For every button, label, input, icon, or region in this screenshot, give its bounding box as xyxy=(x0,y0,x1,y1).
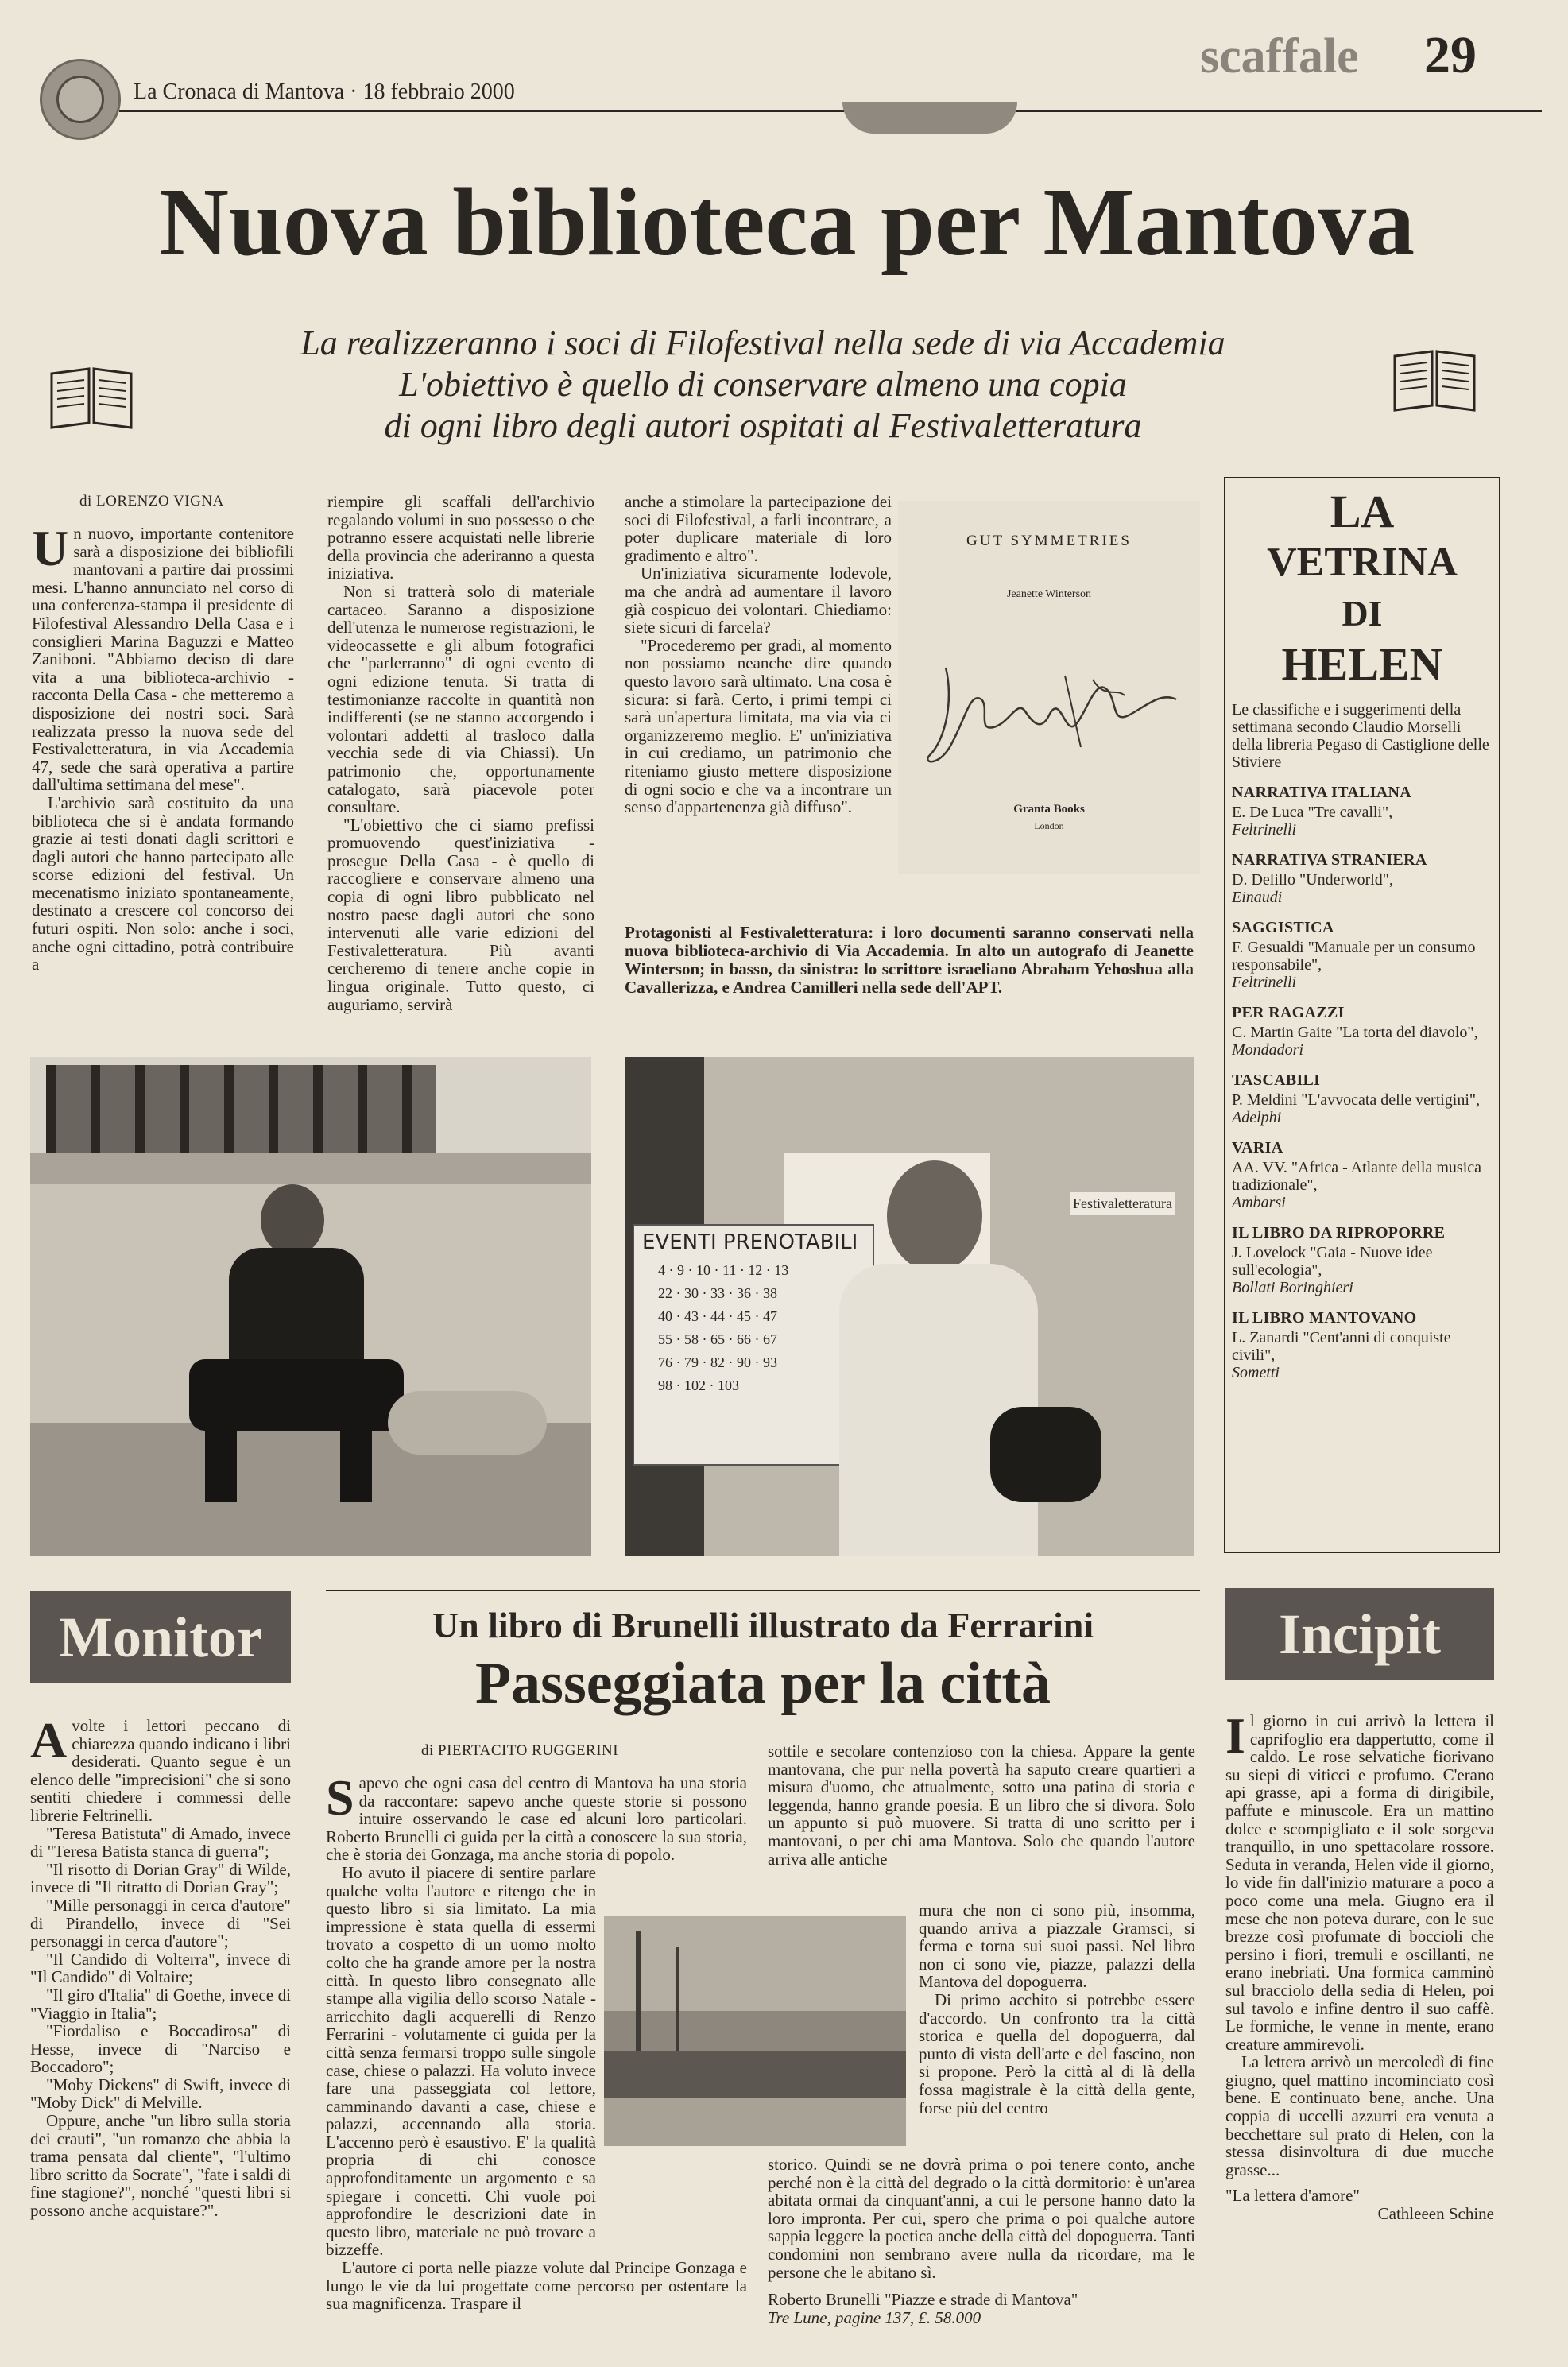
vetrina-publisher: Sometti xyxy=(1232,1364,1280,1381)
vetrina-item: J. Lovelock "Gaia - Nuove idee sull'ecologia", xyxy=(1232,1244,1433,1279)
book-cover-publisher: Granta Books xyxy=(1013,803,1085,815)
vetrina-publisher: Mondadori xyxy=(1232,1041,1303,1059)
paragraph: "Fiordaliso e Boccadirosa" di Hesse, invece di "Narciso e Boccadoro"; xyxy=(30,2021,291,2077)
vetrina-title-line: HELEN xyxy=(1281,638,1443,690)
vetrina-publisher: Ambarsi xyxy=(1232,1194,1286,1211)
paragraph: "Mille personaggi in cerca d'autore" di Pirandello, invece di "Sei personaggi in cerca d'autore"; xyxy=(30,1895,291,1951)
paragraph: L'autore ci porta nelle piazze volute dal Principe Gonzaga e lungo le vie da lui progettate come percorso per ostentare la sua magnificenza. Traspare il xyxy=(326,2258,747,2314)
incipit-column xyxy=(1225,1707,1494,2224)
vetrina-section-heading: IL LIBRO DA RIPROPORRE xyxy=(1232,1224,1446,1242)
open-book-icon xyxy=(1391,347,1478,413)
paragraph: "Il Candido di Volterra", invece di "Il Candido" di Voltaire; xyxy=(30,1949,291,1987)
vetrina-item: L. Zanardi "Cent'anni di conquiste civili", xyxy=(1232,1329,1451,1364)
vetrina-box xyxy=(1224,477,1500,1553)
vetrina-publisher: Adelphi xyxy=(1232,1109,1282,1126)
board-line: 4 · 9 · 10 · 11 · 12 · 13 xyxy=(658,1262,789,1278)
paragraph: "Procederemo per gradi, al momento non possiamo neanche dire quando questo lavoro sarà ultimato. Una cosa è sicura: si farà. Certo, i primi tempi ci sarà un'apertura limitata, ma via via ci organizzeremo meglio. E' un'iniziativa in cui crediamo, un patrimonio che riteniamo giusto mettere disposizione di ogni socio e che va a incontrare un senso d'appartenenza già diffuso". xyxy=(625,635,892,817)
paragraph: Ho avuto il piacere di sentire parlare qualche volta l'autore e ritengo che in questo libro si sia limitato. La mia impressione è stata quella di essermi trovato a cospetto di un uomo molto colto che ha grande amore per la nostra città. In questo libro consegnato alle stampe alla vigilia dello scorso Natale - arricchito dagli acquerelli di Renzo Ferrarini - volutamente ci guida per la città senza fermarsi troppo sulle singole case, chiese o palazzi. Ha voluto invece fare una passeggiata col lettore, camminando davanti a case, chiese e palazzi, accennando alla storia. L'accenno però è esaustivo. E' la qualità propria di chi conosce approfonditamente un argomento e sa spiegare i concetti. Chi vuole poi approfondire le descrizioni date in questo libro, materiale ne può trovare a bizzeffe. xyxy=(326,1862,596,2260)
open-book-icon xyxy=(48,364,135,431)
board-line: 98 · 102 · 103 xyxy=(658,1377,739,1393)
vetrina-item: D. Delillo "Underworld", xyxy=(1232,871,1393,889)
paragraph: mura che non ci sono più, insomma, quando arriva a piazzale Gramsci, si ferma e torna sui suoi passi. Nel libro non ci sono vie, piazze, palazzi della Mantova del dopoguerra. xyxy=(919,1900,1195,1992)
vetrina-section-heading: NARRATIVA ITALIANA xyxy=(1232,784,1411,801)
autograph-signature-icon xyxy=(922,644,1184,771)
vetrina-section-heading: TASCABILI xyxy=(1232,1071,1321,1089)
vetrina-intro: Le classifiche e i suggerimenti della settimana secondo Claudio Morselli della libreria Pegaso di Castiglione delle Stiviere xyxy=(1232,701,1489,771)
incipit-title: Incipit xyxy=(1225,1588,1494,1680)
article-byline: di LORENZO VIGNA xyxy=(79,493,224,509)
dropcap: U xyxy=(32,520,69,576)
monitor-title: Monitor xyxy=(30,1591,291,1683)
vetrina-list xyxy=(1225,701,1499,1381)
book-details: Tre Lune, pagine 137, £. 58.000 xyxy=(768,2307,981,2327)
paragraph: La lettera arrivò un mercoledì di fine giugno, quel mattino incominciato così bene. E continuato bene, anche. Una coppia di uccelli azzurri era venuta a becchettare sul prato di Helen, con la stessa disinvoltura di due mucche grasse... xyxy=(1225,2052,1494,2179)
paragraph: sottile e secolare contenzioso con la chiesa. Appare la gente mantovana, che pur nella povertà ha saputo creare quartieri a misura d'uomo, che attualmente, sotto una patina di storia e leggenda, hanno grande poesia. E un libro che si divora. Solo un appunto si può muovere. Si tratta di uno scritto per i mantovani, o per chi ama Mantova. Solo che quando l'autore arriva alle antiche xyxy=(768,1741,1195,1869)
subhead-line: La realizzeranno i soci di Filofestival nella sede di via Accademia xyxy=(300,323,1225,362)
vetrina-item: E. De Luca "Tre cavalli", xyxy=(1232,804,1393,821)
vetrina-publisher: Bollati Boringhieri xyxy=(1232,1279,1353,1296)
paragraph: l giorno in cui arrivò la lettera il caprifoglio era dappertutto, come il caldo. Le rose selvatiche fiorivano su siepi di viticci e profumo. C'erano api grasse, api a forma di dirigibile, paffute e minuscole. Era un mattino dolce e scompigliato e il sole sorgeva tranquillo, in uno spettacolare rossore. Seduta in veranda, Helen vide il giorno, lo vide fin dall'inizio maturare a poco a poco come una mela. Giugno era il mese che non poteva durare, con le sue brezze così profumate di boccioli che persino i fiori, tremuli e oscillanti, ne erano inebriati. Una formica camminò sul bracciolo della sedia di Helen, poi sul tavolo e infine dentro il suo caffè. Le formiche, le venne in mente, erano creature ammirevoli. xyxy=(1225,1711,1494,2054)
photo-yehoshua xyxy=(30,1057,591,1556)
vetrina-item: AA. VV. "Africa - Atlante della musica tradizionale", xyxy=(1232,1159,1482,1194)
paragraph: Un'iniziativa sicuramente lodevole, ma che andrà ad aumentare il lavoro già cospicuo dei volontari. Chiediamo: siete sicuri di farcela? xyxy=(625,564,892,637)
article-column-2 xyxy=(327,493,594,1013)
vetrina-item: F. Gesualdi "Manuale per un consumo responsabile", xyxy=(1232,939,1476,974)
paragraph: apevo che ogni casa del centro di Mantova ha una storia da raccontare: sapevo anche queste storie si possono intuire osservando le case ed alcuni loro particolari. Roberto Brunelli ci guida per la città a conoscere la sua storia, che è storia dei Gonzaga, ma anche storia di popolo. xyxy=(326,1773,747,1865)
monitor-column xyxy=(30,1712,291,2221)
vetrina-publisher: Feltrinelli xyxy=(1232,974,1297,991)
vetrina-title xyxy=(1225,486,1499,690)
paragraph: volte i lettori peccano di chiarezza quando indicano i libri desiderati. Quanto segue è un elenco delle "imprecisioni" che si sono sentiti chiedere i commessi delle librerie Feltrinelli. xyxy=(30,1716,291,1825)
photo-camilleri xyxy=(625,1057,1194,1556)
header-rule xyxy=(119,110,1542,112)
paragraph: "Il giro d'Italia" di Goethe, invece di "Viaggio in Italia"; xyxy=(30,1985,291,2023)
book-cover-city: London xyxy=(1034,820,1064,831)
vetrina-section-heading: SAGGISTICA xyxy=(1232,919,1334,936)
brunelli-kicker: Un libro di Brunelli illustrato da Ferrarini xyxy=(432,1605,1094,1645)
board-line: 40 · 43 · 44 · 45 · 47 xyxy=(658,1308,777,1324)
vetrina-section-heading: VARIA xyxy=(1232,1139,1283,1156)
section-rule xyxy=(326,1590,1200,1591)
paragraph: Di primo acchito si potrebbe essere d'accordo. Un confronto tra la città storica e quella del dopoguerra, dal punto di vista dell'arte e del fascino, non si propone. Però la città al di là della fossa magistrale è la città della gente, forse più del centro xyxy=(919,1989,1195,2117)
paragraph: anche a stimolare la partecipazione dei soci di Filofestival, a farli incontrare, a poter duplicare materiale di loro gradimento e altro". xyxy=(625,492,892,565)
vetrina-title-line: LA xyxy=(1330,486,1395,537)
vetrina-publisher: Feltrinelli xyxy=(1232,821,1297,839)
dropcap: S xyxy=(326,1769,354,1826)
board-line: 76 · 79 · 82 · 90 · 93 xyxy=(658,1354,777,1370)
book-reference: Roberto Brunelli "Piazze e strade di Mantova" xyxy=(768,2290,1078,2310)
incipit-author: Cathleeen Schine xyxy=(1377,2204,1494,2224)
paragraph: n nuovo, importante contenitore sarà a disposizione dei bibliofili mantovani a partire dai prossimi mesi. L'hanno annunciato nel corso di una conferenza-stampa il presidente di Filofestival Alessandro Della Casa e i consiglieri Marina Baguzzi e Matteo Zaniboni. "Abbiamo deciso di dare vita a una biblioteca-archivio - racconta Della Casa - che metteremo a disposizione dei nostri soci. Sarà realizzata presso la nuova sede del Festivaletteratura, in via Accademia 47, sede che sarà operativa a partire dall'ultima settimana del mese". xyxy=(32,524,294,795)
article-column-1 xyxy=(32,520,294,974)
board-line: 55 · 58 · 65 · 66 · 67 xyxy=(658,1331,777,1347)
vetrina-item: P. Meldini "L'avvocata delle vertigini", xyxy=(1232,1091,1481,1109)
board-title: EVENTI PRENOTABILI xyxy=(642,1230,858,1254)
header-ornament xyxy=(842,102,1017,134)
paragraph: Non si tratterà solo di materiale cartaceo. Saranno a disposizione dell'utenza le numerose registrazioni, le videocassette e gli album fotografici che "parlerranno" di ogni evento di ogni edizione tenuta. Si tratta di testimonianze raccolte in quantità non indifferenti (se ne stanno accorgendo i volontari addetti al trasloco dalla vecchia sede di via Chiassi). Un patrimonio che, opportunamente catalogato, sarà piacevole poter consultare. xyxy=(327,581,594,817)
paragraph: "Moby Dickens" di Swift, invece di "Moby Dick" di Melville. xyxy=(30,2075,291,2113)
vetrina-title-line: DI xyxy=(1342,593,1383,633)
paragraph: "Teresa Batistuta" di Amado, invece di "Teresa Batista stanca di guerra"; xyxy=(30,1823,291,1861)
section-name: scaffale xyxy=(1200,29,1359,83)
newspaper-dateline: La Cronaca di Mantova · 18 febbraio 2000 xyxy=(134,79,515,104)
vetrina-publisher: Einaudi xyxy=(1232,889,1283,906)
subheadline xyxy=(143,323,1383,447)
book-cover-title: GUT SYMMETRIES xyxy=(966,533,1132,549)
subhead-line: L'obiettivo è quello di conservare almeno una copia xyxy=(399,365,1127,404)
page-number: 29 xyxy=(1424,26,1477,84)
subhead-line: di ogni libro degli autori ospitati al Festivaletteratura xyxy=(384,406,1142,445)
book-cover-author: Jeanette Winterson xyxy=(1006,588,1092,600)
vetrina-section-heading: PER RAGAZZI xyxy=(1232,1004,1345,1021)
paragraph: "L'obiettivo che ci siamo prefissi promuovendo quest'iniziativa - prosegue Della Casa - è quello di raccogliere e conservare almeno una copia di ogni libro pubblicato nel nostro paese dagli autori che sono intervenuti alle varie edizioni del Festivaletteratura. Più avanti cercheremo di tenere anche copie in lingua originale. Tutto questo, ci auguriamo, servirà xyxy=(327,815,594,1014)
masthead-seal-icon xyxy=(40,59,121,140)
paragraph: storico. Quindi se ne dovrà prima o poi tenere conto, anche perché non è la città del degrado o la città dormitorio: è un'area abitata ormai da cinquant'anni, a cui le persone hanno dato la loro impronta. Per cui, spero che prima o poi qualche autore sappia leggere la poetica anche della città del dopoguerra. Tanti condomini non sembrano avere nulla da ricordare, ma le persone che le abitano sì. xyxy=(768,2155,1195,2282)
main-headline: Nuova biblioteca per Mantova xyxy=(158,169,1415,276)
bookings-board xyxy=(633,1224,874,1466)
article-column-3 xyxy=(625,493,892,816)
board-line: 22 · 30 · 33 · 36 · 38 xyxy=(658,1285,777,1301)
photo-caption: Protagonisti al Festivaletteratura: i loro documenti saranno conservati nella nuova biblioteca-archivio di Via Accademia. In alto un autografo di Jeanette Winterson; in basso, da sinistra: lo scrittore israeliano Abraham Yehoshua alla Cavallerizza, e Andrea Camilleri nella sede dell'APT. xyxy=(625,923,1194,997)
incipit-source: "La lettera d'amore" xyxy=(1225,2186,1361,2206)
dropcap: A xyxy=(30,1712,68,1768)
brunelli-column-2-top xyxy=(768,1742,1195,1868)
brunelli-headline: Passeggiata per la città xyxy=(474,1651,1051,1716)
vetrina-section-heading: IL LIBRO MANTOVANO xyxy=(1232,1309,1417,1327)
brunelli-column-2-bottom xyxy=(768,2156,1195,2326)
vetrina-title-line: VETRINA xyxy=(1267,540,1458,585)
brunelli-byline: di PIERTACITO RUGGERINI xyxy=(421,1742,619,1759)
paragraph: Oppure, anche "un libro sulla storia dei crauti", "un romanzo che abbia la trama pensata dal cliente", "l'ultimo libro scritto da Socrate", "fate i saldi di fine stagione?", nonché "questi libri si possono anche acquistare?". xyxy=(30,2111,291,2221)
paragraph: L'archivio sarà costituito da una biblioteca che si è andata formando grazie ai testi donati dagli scrittori e dagli autori che hanno partecipato alle scorse edizioni del festival. Un mecenatismo iniziato spontaneamente, destinato a crescere col concorso dei futuri ospiti. Non solo: anche i soci, anche ogni cittadino, potrà contribuire a xyxy=(32,792,294,974)
vetrina-section-heading: NARRATIVA STRANIERA xyxy=(1232,851,1427,869)
vetrina-item: C. Martin Gaite "La torta del diavolo", xyxy=(1232,1024,1478,1041)
book-cover-autograph xyxy=(898,501,1200,874)
watercolor-illustration xyxy=(604,1916,906,2146)
paragraph: riempire gli scaffali dell'archivio regalando volumi in suo possesso o che potranno essere acquistati nelle librerie della provincia che aderiranno a questa iniziativa. xyxy=(327,492,594,583)
festival-sign-text: Festivaletteratura xyxy=(1070,1192,1175,1215)
paragraph: "Il risotto di Dorian Gray" di Wilde, invece di "Il ritratto di Dorian Gray"; xyxy=(30,1859,291,1897)
dropcap: I xyxy=(1225,1707,1245,1764)
brunelli-column-2-middle xyxy=(919,1901,1195,2117)
